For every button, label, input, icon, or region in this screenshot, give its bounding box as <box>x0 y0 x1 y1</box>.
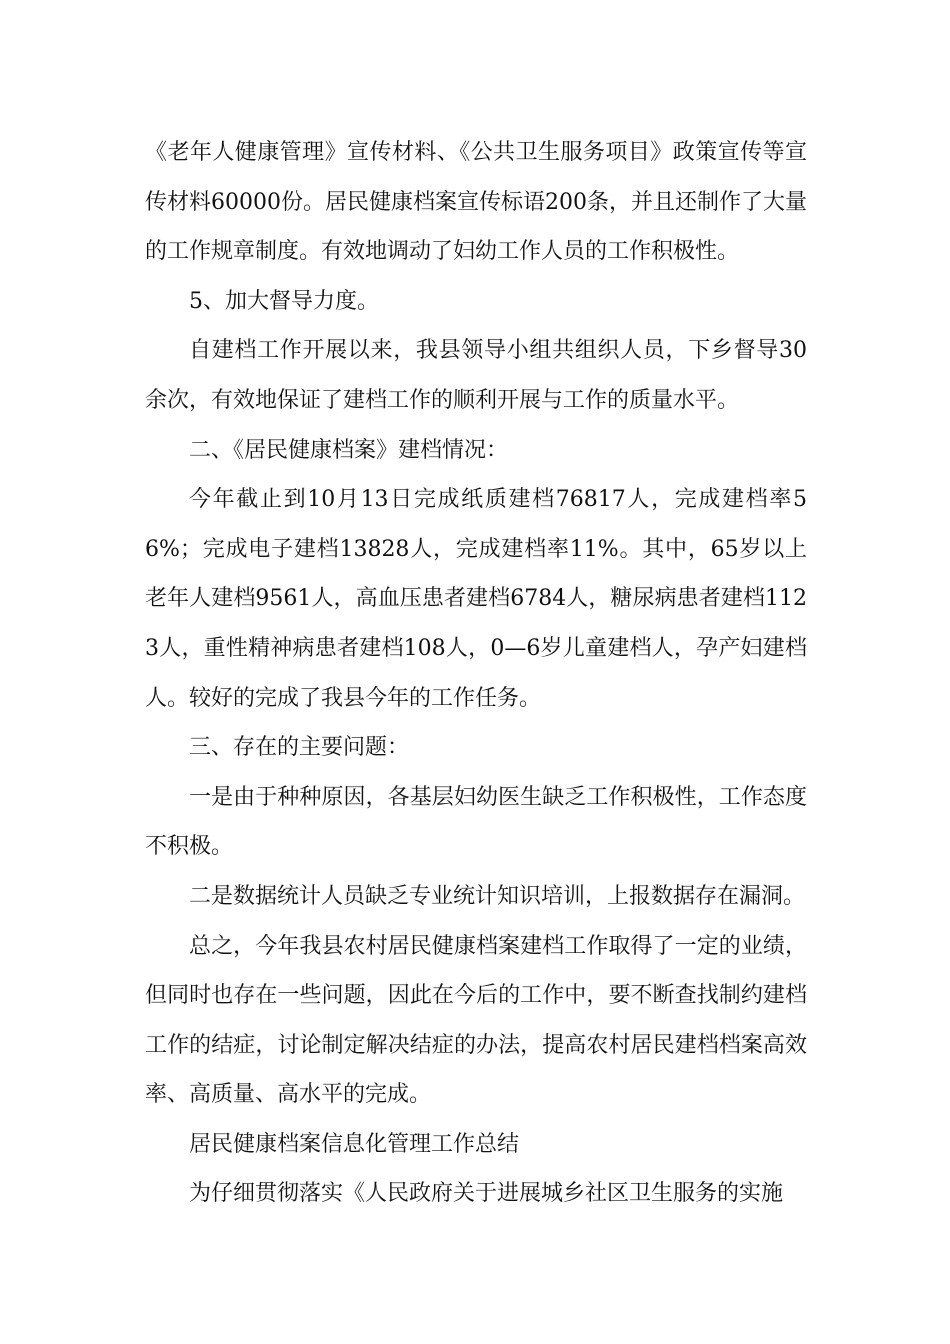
paragraph-10: 居民健康档案信息化管理工作总结 <box>189 1131 520 1157</box>
paragraph-5: 今年截止到10月13日完成纸质建档76817人，完成建档率56%；完成电子建档13828人，完成建档率11%。其中，65岁以上老年人建档9561人，高血压患者建档6784人，糖尿病患者建档1123人，重性精神病患者建档108人，0—6岁儿童建档人，孕产妇建档人。较好的完成了我县今年的工作任务。 <box>145 487 807 711</box>
paragraph-8: 二是数据统计人员缺乏专业统计知识培训，上报数据存在漏洞。 <box>189 883 806 909</box>
document-body <box>145 128 807 1219</box>
paragraph-1: 《老年人健康管理》宣传材料、《公共卫生服务项目》政策宣传等宣传材料60000份。居民健康档案宣传标语200条，并且还制作了大量的工作规章制度。有效地调动了妇幼工作人员的工作积极性。 <box>145 140 807 265</box>
paragraph-4: 二、《居民健康档案》建档情况： <box>189 437 509 463</box>
paragraph-2: 5、加大督导力度。 <box>189 288 379 314</box>
paragraph-6: 三、存在的主要问题： <box>189 735 410 761</box>
paragraph-7: 一是由于种种原因，各基层妇幼医生缺乏工作积极性，工作态度不积极。 <box>145 784 807 860</box>
paragraph-9: 总之，今年我县农村居民健康档案建档工作取得了一定的业绩，但同时也存在一些问题，因此在今后的工作中，要不断查找制约建档工作的结症，讨论制定解决结症的办法，提高农村居民建档档案高效率、高质量、高水平的完成。 <box>145 933 807 1108</box>
paragraph-3: 自建档工作开展以来，我县领导小组共组织人员，下乡督导30余次，有效地保证了建档工作的顺利开展与工作的质量水平。 <box>145 338 807 413</box>
paragraph-11: 为仔细贯彻落实《人民政府关于进展城乡社区卫生服务的实施 <box>189 1181 784 1207</box>
